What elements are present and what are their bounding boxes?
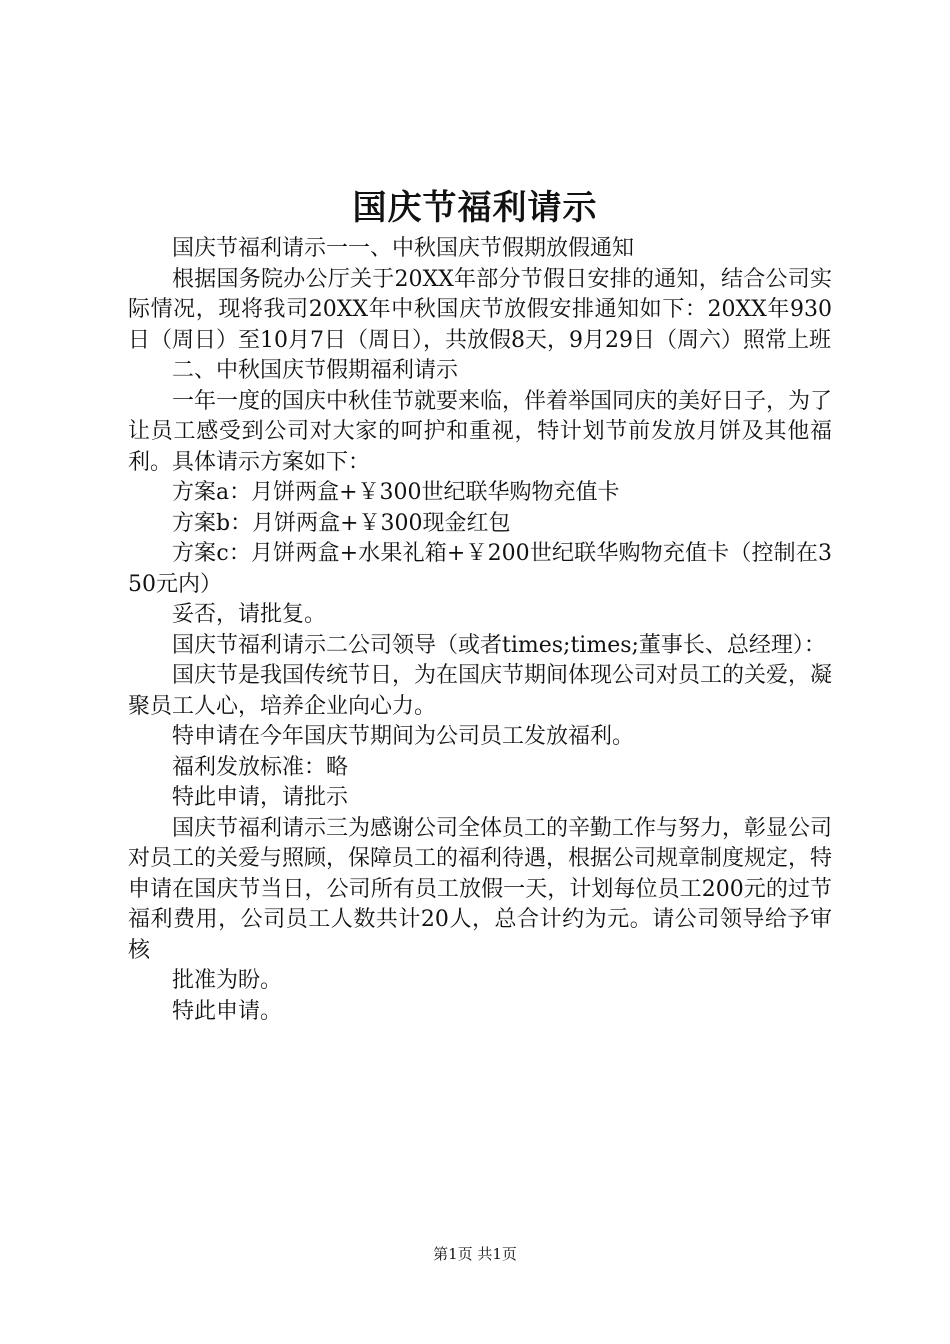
page-footer: 第1页 共1页 (433, 1245, 517, 1263)
paragraph: 方案a：月饼两盒+￥300世纪联华购物充值卡 (172, 480, 620, 505)
paragraph: 一年一度的国庆中秋佳节就要来临，伴着举国同庆的美好日子，为了让员工感受到公司对大家的呵护和重视，特计划节前发放月饼及其他福利。具体请示方案如下： (128, 388, 833, 475)
paragraph: 福利发放标准：略 (172, 754, 349, 780)
paragraph: 特申请在今年国庆节期间为公司员工发放福利。 (172, 724, 635, 749)
document-body (128, 234, 832, 1027)
paragraph: 国庆节福利请示一一、中秋国庆节假期放假通知 (172, 236, 635, 261)
page-title: 国庆节福利请示 (352, 188, 598, 228)
paragraph: 根据国务院办公厅关于20XX年部分节假日安排的通知，结合公司实际情况，现将我司20XX年中秋国庆节放假安排通知如下：20XX年930日（周日）至10月7日（周日），共放假8天，9月29日（周六）照常上班 (128, 266, 832, 353)
paragraph: 特此申请。 (172, 998, 283, 1024)
paragraph: 国庆节福利请示二公司领导（或者times;times;董事长、总经理）： (172, 632, 826, 658)
paragraph: 国庆节是我国传统节日，为在国庆节期间体现公司对员工的关爱，凝聚员工人心，培养企业向心力。 (128, 663, 833, 719)
paragraph: 方案b：月饼两盒+￥300现金红包 (172, 510, 511, 536)
paragraph: 国庆节福利请示三为感谢公司全体员工的辛勤工作与努力，彰显公司对员工的关爱与照顾，保障员工的福利待遇，根据公司规章制度规定，特申请在国庆节当日，公司所有员工放假一天，计划每位员工200元的过节福利费用，公司员工人数共计20人，总合计约为元。请公司领导给予审核 (128, 815, 833, 963)
paragraph: 方案c：月饼两盒+水果礼箱+￥200世纪联华购物充值卡（控制在350元内） (128, 541, 832, 597)
paragraph: 二、中秋国庆节假期福利请示 (172, 358, 459, 383)
paragraph: 特此申请，请批示 (172, 785, 349, 810)
paragraph: 批准为盼。 (172, 968, 283, 993)
paragraph: 妥否，请批复。 (172, 602, 327, 627)
